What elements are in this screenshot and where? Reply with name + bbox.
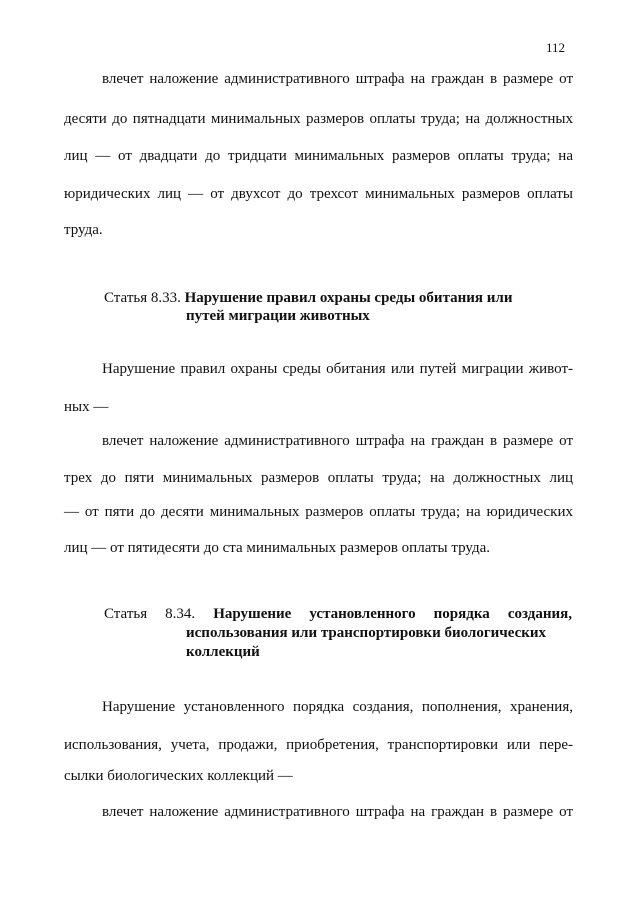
article-title: Нарушение установленного порядка создания, <box>213 606 572 622</box>
paragraph-line: Нарушение правил охраны среды обитания или путей миграции живот- <box>102 361 573 377</box>
article-title-continuation: использования или транспортировки биологических <box>186 625 547 641</box>
article-number: Статья 8.34. <box>104 606 196 622</box>
paragraph-line: сылки биологических коллекций — <box>64 768 293 784</box>
paragraph-line: юридических лиц — от двухсот до трехсот минимальных размеров оплаты <box>64 186 573 202</box>
paragraph-line: влечет наложение административного штрафа на граждан в размере от <box>102 433 573 449</box>
article-heading <box>104 605 572 623</box>
paragraph-line: использования, учета, продажи, приобретения, транспортировки или пере- <box>64 737 573 753</box>
paragraph-line: ных — <box>64 399 109 415</box>
article-number: Статья 8.33. <box>104 290 181 306</box>
paragraph-line: влечет наложение административного штрафа на граждан в размере от <box>102 71 573 87</box>
page-number: 112 <box>546 40 566 55</box>
paragraph-line: — от пяти до десяти минимальных размеров оплаты труда; на юридических <box>64 504 573 520</box>
article-title: Нарушение правил охраны среды обитания или <box>184 290 513 306</box>
paragraph-line: лиц — от пятидесяти до ста минимальных размеров оплаты труда. <box>64 540 490 556</box>
article-title-continuation: путей миграции животных <box>186 308 370 324</box>
paragraph-line: лиц — от двадцати до тридцати минимальных размеров оплаты труда; на <box>64 148 573 164</box>
paragraph-line: трех до пяти минимальных размеров оплаты труда; на должностных лиц <box>64 470 573 486</box>
article-heading <box>104 289 512 307</box>
paragraph-line: Нарушение установленного порядка создания, пополнения, хранения, <box>102 699 573 715</box>
article-title-continuation: коллекций <box>186 644 260 660</box>
paragraph-line: десяти до пятнадцати минимальных размеров оплаты труда; на должностных <box>64 111 573 127</box>
paragraph-line: труда. <box>64 222 103 238</box>
paragraph-line: влечет наложение административного штрафа на граждан в размере от <box>102 804 573 820</box>
